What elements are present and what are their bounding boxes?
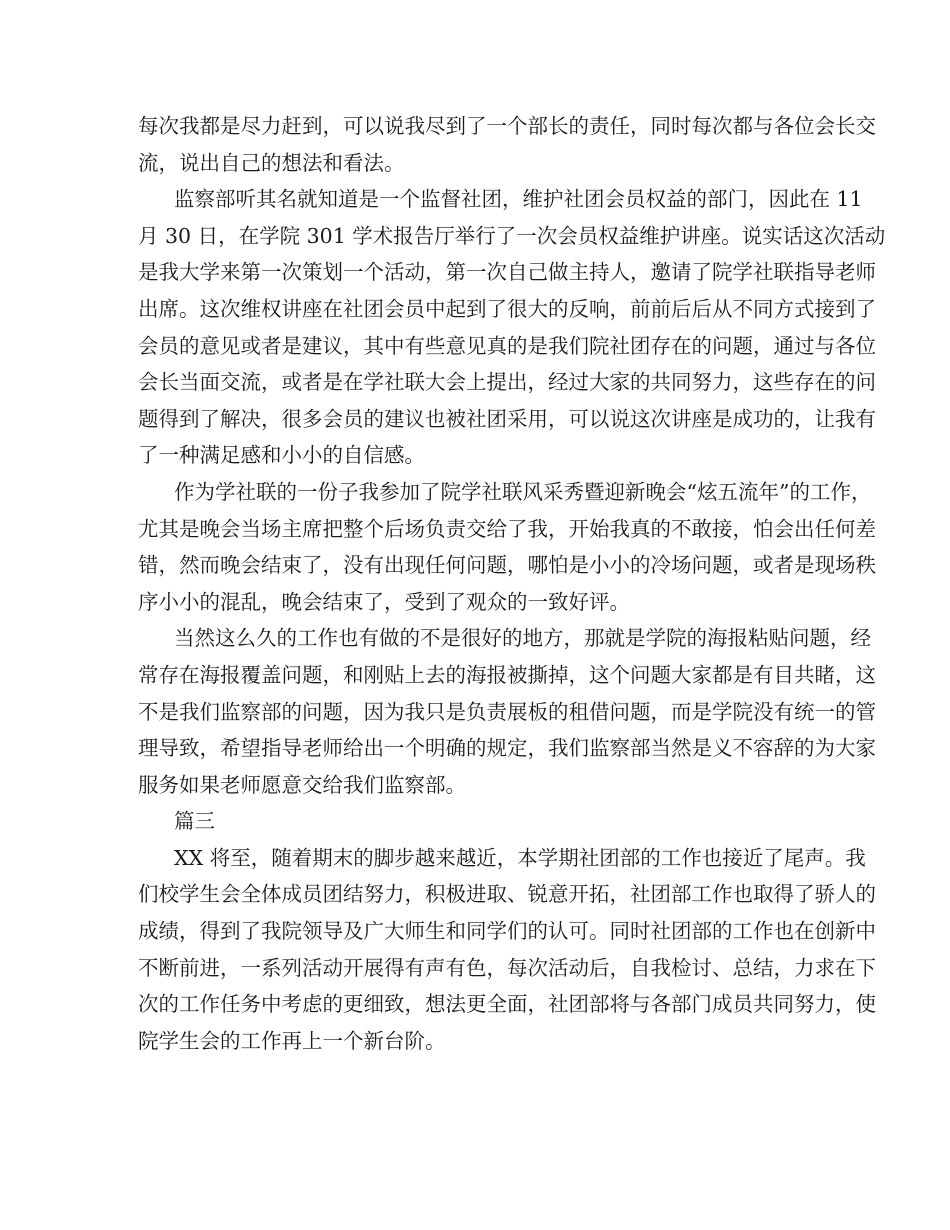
document-line: 了一种满足感和小小的自信感。 [138,443,425,468]
document-line: 常存在海报覆盖问题，和刚贴上去的海报被撕掉，这个问题大家都是有目共睹，这 [138,662,876,687]
document-body [138,108,886,1059]
document-line: 流，说出自己的想法和看法。 [138,150,405,175]
document-line: 序小小的混乱，晚会结束了，受到了观众的一致好评。 [138,589,630,614]
document-line: XX 将至，随着期末的脚步越来越近，本学期社团部的工作也接近了尾声。我 [174,845,866,870]
document-line: 月 30 日，在学院 301 学术报告厅举行了一次会员权益维护讲座。说实话这次活动 [138,223,886,248]
document-line: 次的工作任务中考虑的更细致，想法更全面，社团部将与各部门成员共同努力，使 [138,992,876,1017]
document-line: 尤其是晚会当场主席把整个后场负责交给了我，开始我真的不敢接，怕会出任何差 [138,516,876,541]
document-line: 院学生会的工作再上一个新台阶。 [138,1028,446,1053]
document-line: 错，然而晚会结束了，没有出现任何问题，哪怕是小小的冷场问题，或者是现场秩 [138,553,876,578]
document-line: 不断前进，一系列活动开展得有声有色，每次活动后，自我检讨、总结，力求在下 [138,955,876,980]
document-line: 监察部听其名就知道是一个监督社团，维护社团会员权益的部门，因此在 11 [174,187,863,212]
document-line: 每次我都是尽力赶到，可以说我尽到了一个部长的责任，同时每次都与各位会长交 [138,114,876,138]
document-line: 会长当面交流，或者是在学社联大会上提出，经过大家的共同努力，这些存在的问 [138,370,876,395]
document-line: 不是我们监察部的问题，因为我只是负责展板的租借问题，而是学院没有统一的管 [138,699,876,724]
document-line: 作为学社联的一份子我参加了院学社联风采秀暨迎新晚会“炫五流年”的工作， [174,479,872,504]
document-line: 服务如果老师愿意交给我们监察部。 [138,772,466,797]
document-line: 们校学生会全体成员团结努力，积极进取、锐意开拓，社团部工作也取得了骄人的 [138,882,876,907]
document-line: 篇三 [174,809,215,834]
document-line: 是我大学来第一次策划一个活动，第一次自己做主持人，邀请了院学社联指导老师 [138,260,876,285]
document-line: 出席。这次维权讲座在社团会员中起到了很大的反响，前前后后从不同方式接到了 [138,296,876,321]
document-line: 题得到了解决，很多会员的建议也被社团采用，可以说这次讲座是成功的，让我有 [138,406,876,431]
document-line: 会员的意见或者是建议，其中有些意见真的是我们院社团存在的问题，通过与各位 [138,333,876,358]
document-line: 理导致，希望指导老师给出一个明确的规定，我们监察部当然是义不容辞的为大家 [138,736,876,761]
document-line: 成绩，得到了我院领导及广大师生和同学们的认可。同时社团部的工作也在创新中 [138,919,876,944]
document-line: 当然这么久的工作也有做的不是很好的地方，那就是学院的海报粘贴问题，经 [174,626,871,651]
